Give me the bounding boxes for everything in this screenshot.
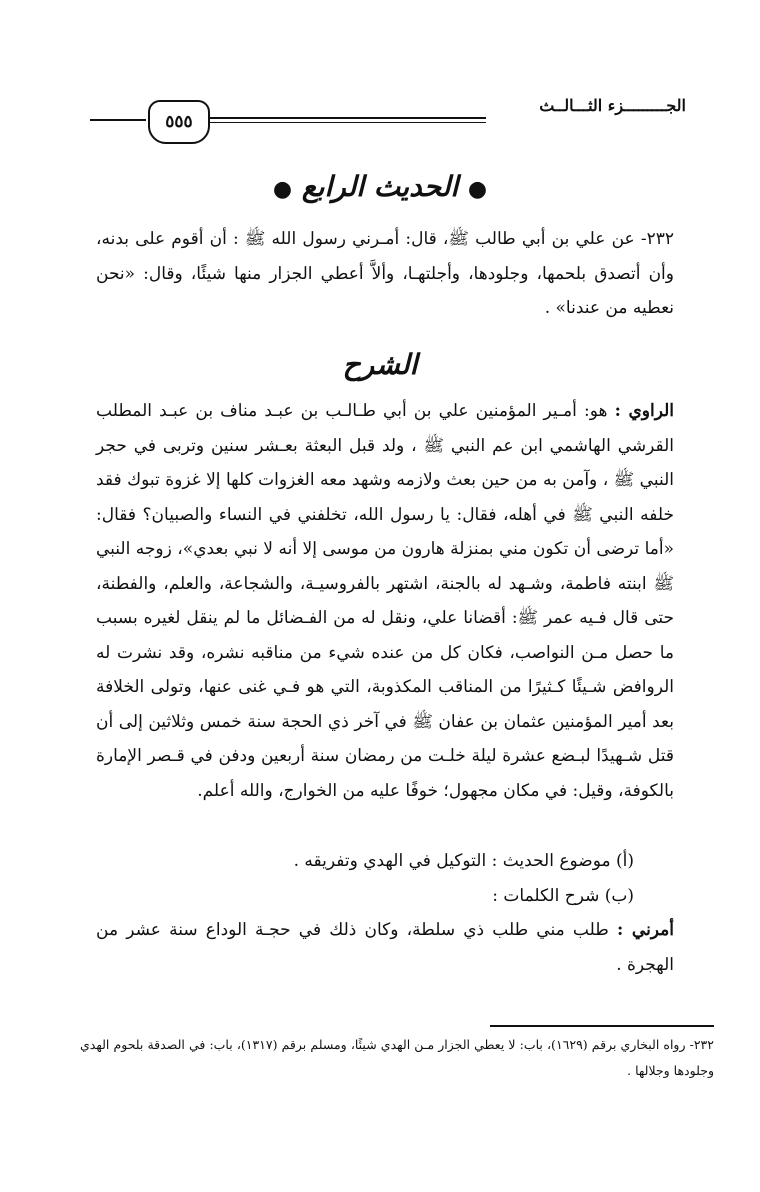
narrator-paragraph [96,394,674,808]
word-entry [96,913,674,982]
section-title-text: الحديث الرابع [301,170,459,203]
footnote: ٢٣٢- رواه البخاري برقم (١٦٢٩)، باب: لا يعطي الجزار مـن الهدي شيئًا، ومسلم برقم (١٣١٧)، باب: في الصدقة بلحوم الهدي وجلودها وجلالها . [80,1037,714,1078]
words-heading: (ب) شرح الكلمات : [492,885,634,906]
bullet-icon: ● [467,176,488,202]
footnote-rule [490,1025,714,1027]
topic-paragraph [96,844,674,879]
narrator-block [96,394,674,808]
word-entry-text: طلب مني طلب ذي سلطة، وكان ذلك في حجـة الوداع سنة عشر من الهجرة . [96,920,674,975]
section-title [0,170,760,203]
sharh-title: الشرح [342,348,418,381]
header-rule [210,117,486,123]
narrator-label: الراوي : [614,401,674,421]
header-rule-left [90,119,146,121]
hadith-text: ٢٣٢- عن علي بن أبي طالب ﷺ، قال: أمـرني رسول الله ﷺ : أن أقوم على بدنه، وأن أتصدق بلحمها، وجلودها، وأجلتهـا، وألاَّ أعطي الجزار منها شيئًا، وقال: «نحن نعطيه من عندنا» . [96,229,674,318]
topic-block [96,844,674,982]
topic-label: (أ) موضوع الحديث : [491,851,634,871]
narrator-text: هو: أمـير المؤمنين علي بن أبي طـالـب بن عبـد مناف بن عبـد المطلب القرشي الهاشمي ابن عم النبي ﷺ ، ولد قبل البعثة بعـشر سنين وتربى في حجر النبي ﷺ ، وآمن به من حين بعث ولازمه وشهد معه الغزوات كلها إلا غزوة تبوك فقد خلفه النبي ﷺ في أهله، فقال: يا رسول الله، تخلفني في النساء والصبيان؟ فقال: «أما ترضى أن تكون مني بمنزلة هارون من موسى إلا أنه لا نبي بعدي»، زوجه النبي ﷺ ابنته فاطمة، وشـهد له بالجنة، اشتهر بالفروسيـة، والشجاعة، والعلم، والفطنة، حتى قال فـيه عمر ﷺ: أقضانا علي، ونقل له من الفـضائل ما لم ينقل لغيره بسبب ما حصل مـن النواصب، فكان كل من عنده شيء من مناقبه نشره، وقد نشرت له الروافض شـيئًا كـثيرًا من المناقب المكذوبة، التي هو فـي غنى عنها، وتولى الخلافة بعد أمير المؤمنين عثمان بن عفان ﷺ في آخر ذي الحجة سنة خمس وثلاثين إلى أن قتل شـهيدًا لبـضع عشرة ليلة خلـت من رمضان سنة أربعين ودفن في قـصر الإمارة بالكوفة، وقيل: في مكان مجهول؛ خوفًا عليه من الخوارج، والله أعلم. [96,401,674,801]
bullet-icon: ● [272,176,293,202]
running-title: الجـــــــــزء الثـــالــث [539,96,686,115]
word-entry-label: أمرني : [616,920,675,940]
hadith-text-block [96,222,674,326]
page-number: ٥٥٥ [148,100,210,144]
topic-text: التوكيل في الهدي وتفريقه . [293,851,487,871]
